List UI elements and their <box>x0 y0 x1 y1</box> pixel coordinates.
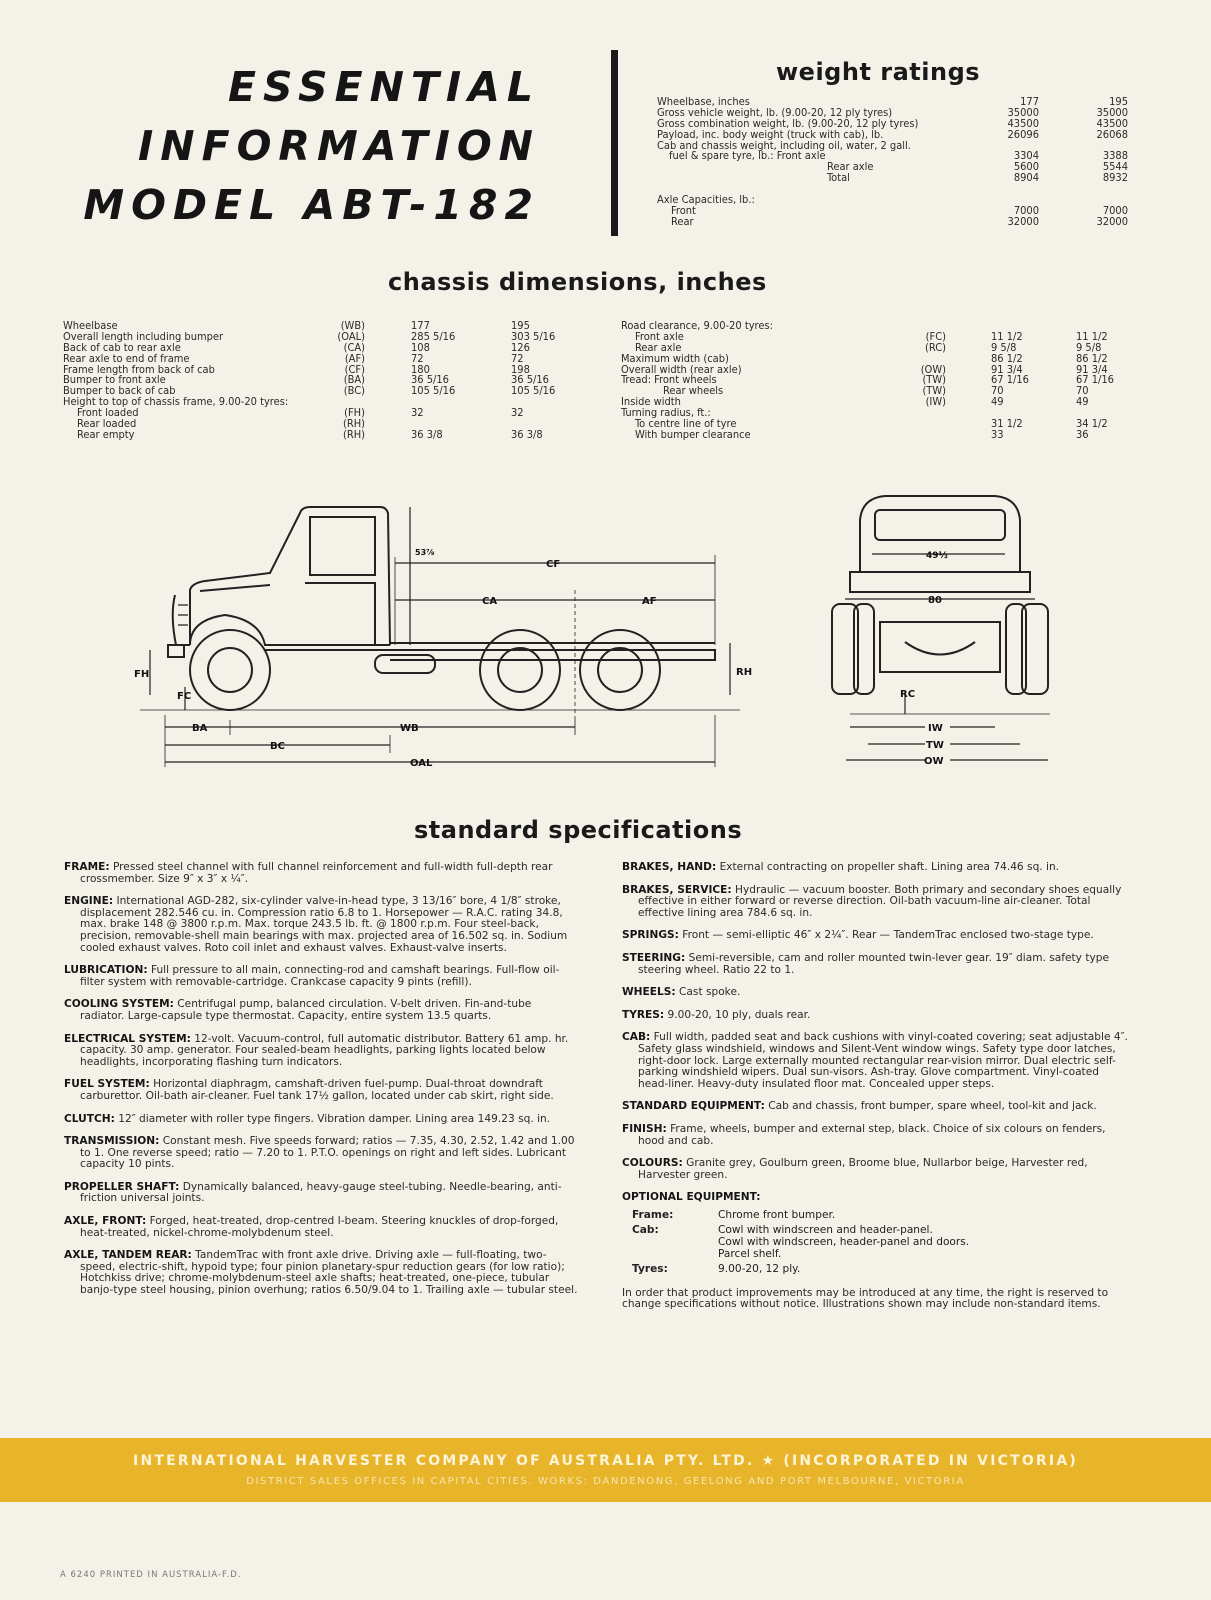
chassis-row-value-195: 36 <box>1076 427 1089 441</box>
chassis-row-code: (CF) <box>344 362 365 376</box>
title-line-2: INFORMATION <box>138 122 540 170</box>
spec-item-key: PROPELLER SHAFT: <box>64 1180 180 1193</box>
spec-item-text: Granite grey, Goulburn green, Broome blue, Nullarbor beige, Harvester red, Harvester green. <box>638 1157 1088 1181</box>
weight-row-value-177: 26096 <box>1007 127 1039 141</box>
chassis-row-label: To centre line of tyre <box>635 417 737 431</box>
spec-item-text: TandemTrac with front axle drive. Driving axle — full-floating, two-speed, electric-shift, hypoid type; four pinion planetary-spur reduction gears (for low ratio); Hotchkiss drive; chrome-molybdenum-steel axle shafts; heat-treated, one-piece, tubular banjo-type steel housing, pinion overhung; ratios 6.50/9.04 to 1. Trailing axle — tubular steel. <box>80 1249 578 1297</box>
chassis-row-label: Back of cab to rear axle <box>63 340 181 354</box>
chassis-row-label: Tread: Front wheels <box>621 373 717 387</box>
weight-row-value-177: 32000 <box>1007 214 1039 228</box>
chassis-row <box>63 419 583 430</box>
spec-item-text: Frame, wheels, bumper and external step, black. Choice of six colours on fenders, hood and cab. <box>638 1122 1106 1147</box>
optional-frame-row: Frame: Chrome front bumper. <box>632 1208 836 1221</box>
label-front-width: 49½ <box>926 551 948 561</box>
chassis-row-code: (TW) <box>922 384 946 398</box>
chassis-row-value-177: 70 <box>991 384 1004 398</box>
spec-item-text: Front — semi-elliptic 46″ x 2¼″. Rear — TandemTrac enclosed two-stage type. <box>682 929 1094 942</box>
weight-row-label: Rear axle <box>827 160 874 174</box>
chassis-row-label: Wheelbase <box>63 319 118 332</box>
weight-row-value-195: 195 <box>1109 95 1128 108</box>
spec-item-text: Full width, padded seat and back cushions with vinyl-coated covering; seat adjustable 4″. Safety glass windshield, windows and Silent-Vent window wings. Safety type door latches, right-door lock. Large externally mounted rectangular rear-vision mirror. Dual electric self-parking windshield wipers. Dual sun-visors. Ash-tray. Glove compartment. Vinyl-coated head-liner. Heavy-duty insulated floor mat. Concealed upper steps. <box>638 1031 1128 1090</box>
chassis-row <box>63 427 583 441</box>
weight-row-value-195: 3388 <box>1102 149 1128 163</box>
spec-item-text: Dynamically balanced, heavy-gauge steel-tubing. Needle-bearing, anti-friction universal joints. <box>80 1180 562 1205</box>
chassis-row-value-195: 36 5/16 <box>511 373 549 387</box>
spec-item <box>64 1136 578 1171</box>
weight-row-label: Cab and chassis weight, including oil, water, 2 gall. <box>657 138 911 152</box>
weight-row-label: Rear <box>671 214 694 228</box>
spec-item-key: TRANSMISSION: <box>64 1135 160 1148</box>
label-cf: CF <box>546 559 561 570</box>
chassis-row-value-177: 11 1/2 <box>991 329 1023 343</box>
weight-row-label: fuel & spare tyre, lb.: Front axle <box>669 149 826 163</box>
spec-item-key: COOLING SYSTEM: <box>64 998 174 1011</box>
spec-item <box>622 987 1130 999</box>
chassis-row-label: Inside width <box>621 395 681 409</box>
document-title <box>60 58 540 235</box>
chassis-row-value-177: 91 3/4 <box>991 362 1023 376</box>
optional-equipment-heading: OPTIONAL EQUIPMENT: <box>622 1191 761 1204</box>
spec-item <box>622 1158 1130 1181</box>
chassis-row-value-195: 70 <box>1076 384 1089 398</box>
weight-row-value-195: 26068 <box>1096 127 1128 141</box>
spec-item-text: Cast spoke. <box>679 986 741 999</box>
optional-cab-row: Cab: Cowl with windscreen and header-panel. Cowl with windscreen, header-panel and doors. Parcel shelf. <box>632 1224 970 1260</box>
weight-row-value-177: 8904 <box>1013 171 1039 185</box>
chassis-row-code: (BA) <box>343 373 365 387</box>
weight-row-label: Axle Capacities, lb.: <box>657 193 755 207</box>
label-rh: RH <box>736 667 753 678</box>
chassis-row-value-195: 72 <box>511 351 524 365</box>
spec-item <box>622 1010 1130 1022</box>
spec-item-key: BRAKES, SERVICE: <box>622 883 732 896</box>
chassis-row-label: Road clearance, 9.00-20 tyres: <box>621 319 773 332</box>
weight-row-label: Front <box>671 203 696 217</box>
chassis-row-value-195: 86 1/2 <box>1076 351 1108 365</box>
specifications-left-column <box>64 862 578 1308</box>
chassis-row-code: (OW) <box>920 362 946 376</box>
chassis-row-value-195: 105 5/16 <box>511 384 556 398</box>
chassis-row-value-195: 91 3/4 <box>1076 362 1108 376</box>
spec-item <box>622 953 1130 976</box>
chassis-row-value-177: 33 <box>991 427 1004 441</box>
chassis-row-code: (CA) <box>343 340 365 354</box>
chassis-row-label: Rear empty <box>77 427 135 441</box>
chassis-row <box>621 386 1151 397</box>
label-80: 80 <box>928 595 942 606</box>
spec-item-key: FRAME: <box>64 861 110 873</box>
weight-row-value-177: 3304 <box>1013 149 1039 163</box>
spec-item-text: Semi-reversible, cam and roller mounted twin-lever gear. 19″ diam. safety type steering wheel. Ratio 22 to 1. <box>638 951 1109 976</box>
chassis-row-label: Height to top of chassis frame, 9.00-20 tyres: <box>63 395 289 409</box>
chassis-row-code: (OAL) <box>337 329 365 343</box>
chassis-row <box>621 321 1151 332</box>
chassis-row-value-177: 36 5/16 <box>411 373 449 387</box>
chassis-row-code: (AF) <box>344 351 365 365</box>
truck-side-view-diagram <box>130 495 760 790</box>
chassis-row-value-177: 86 1/2 <box>991 351 1023 365</box>
label-fh: FH <box>134 669 150 680</box>
label-rc: RC <box>900 689 916 700</box>
weight-ratings-heading: weight ratings <box>776 58 981 86</box>
chassis-row-value-195: 67 1/16 <box>1076 373 1114 387</box>
chassis-row-value-177: 105 5/16 <box>411 384 456 398</box>
spec-item-key: ELECTRICAL SYSTEM: <box>64 1032 191 1045</box>
weight-row <box>657 151 1132 162</box>
chassis-row-label: Front axle <box>635 329 684 343</box>
chassis-row-value-177: 31 1/2 <box>991 417 1023 431</box>
vertical-divider <box>611 50 618 236</box>
chassis-row-value-177: 67 1/16 <box>991 373 1029 387</box>
spec-item-text: External contracting on propeller shaft. Lining area 74.46 sq. in. <box>719 861 1060 873</box>
spec-item <box>64 999 578 1022</box>
spec-item <box>64 1250 578 1296</box>
spec-item-text: Full pressure to all main, connecting-rod and camshaft bearings. Full-flow oil-filter system with removable-cartridge. Crankcase capacity 9 pints (refill). <box>80 964 560 988</box>
label-tw: TW <box>926 740 944 751</box>
chassis-row-code: (BC) <box>343 384 365 398</box>
truck-front-view-diagram <box>810 492 1070 782</box>
chassis-row <box>621 329 1151 343</box>
chassis-row-label: Bumper to front axle <box>63 373 166 387</box>
chassis-row-value-177: 36 3/8 <box>411 427 443 441</box>
chassis-dimensions-heading: chassis dimensions, inches <box>388 268 767 296</box>
label-ow: OW <box>924 756 944 767</box>
chassis-row-value-195: 34 1/2 <box>1076 417 1108 431</box>
weight-row-value-195: 43500 <box>1096 116 1128 130</box>
spec-item-text: International AGD-282, six-cylinder valve-in-head type, 3 13/16″ bore, 4 1/8″ stroke, displacement 282.546 cu. in. Compression ratio 6.8 to 1. Horsepower — R.A.C. rating 34.8, max. brake 148 @ 3800 r.p.m. Max. torque 243.5 lb. ft. @ 1800 r.p.m. Four steel-back, precision, removable-shell main bearings with max. projected area of 16.502 sq. in. Sodium cooled exhaust valves. Roto coil inlet and exhaust valves. Exhaust-valve inserts. <box>80 895 568 954</box>
chassis-row-code: (FC) <box>925 329 946 343</box>
chassis-row-value-195: 126 <box>511 340 530 354</box>
label-ca: CA <box>482 596 498 607</box>
spec-item <box>622 1101 1130 1113</box>
label-bc: BC <box>270 741 285 752</box>
chassis-row-code: (RC) <box>925 340 946 354</box>
spec-item-text: Horizontal diaphragm, camshaft-driven fuel-pump. Dual-throat downdraft carburettor. Oil-bath air-cleaner. Fuel tank 17½ gallon, located under cab skirt, right side. <box>80 1078 554 1102</box>
title-line-1: ESSENTIAL <box>227 63 540 111</box>
spec-item-key: STANDARD EQUIPMENT: <box>622 1100 765 1113</box>
chassis-row-code: (RH) <box>342 427 365 441</box>
chassis-row-value-177: 177 <box>411 319 430 332</box>
weight-row-value-177: 5600 <box>1013 160 1039 174</box>
spec-item-key: FUEL SYSTEM: <box>64 1078 150 1091</box>
weight-row <box>657 173 1132 184</box>
chassis-row-value-177: 32 <box>411 406 424 420</box>
weight-row-label: Payload, inc. body weight (truck with cab), lb. <box>657 127 884 141</box>
spec-item <box>622 1032 1130 1090</box>
chassis-row-value-195: 36 3/8 <box>511 427 543 441</box>
chassis-row-label: Bumper to back of cab <box>63 384 176 398</box>
spec-item <box>622 1124 1130 1147</box>
chassis-row-value-195: 195 <box>511 319 530 332</box>
chassis-row-label: Rear wheels <box>663 384 724 398</box>
spec-item <box>64 896 578 954</box>
spec-item-key: COLOURS: <box>622 1157 683 1170</box>
weight-ratings-table <box>657 97 1132 228</box>
weight-row-value-177: 35000 <box>1007 105 1039 119</box>
title-line-3: MODEL ABT-182 <box>83 181 540 229</box>
chassis-row-label: Overall length including bumper <box>63 329 224 343</box>
label-oal: OAL <box>410 758 433 769</box>
spec-item <box>64 1114 578 1126</box>
chassis-row-label: Rear loaded <box>77 417 137 431</box>
weight-row-label: Total <box>827 171 850 185</box>
weight-row <box>657 195 1132 206</box>
chassis-row-value-195: 32 <box>511 406 524 420</box>
spec-item <box>622 885 1130 920</box>
spec-item-key: AXLE, FRONT: <box>64 1215 147 1228</box>
chassis-row <box>621 427 1151 441</box>
spec-item-key: ENGINE: <box>64 895 114 908</box>
weight-row-value-195: 5544 <box>1102 160 1128 174</box>
spec-item-key: BRAKES, HAND: <box>622 861 717 873</box>
spec-item <box>64 965 578 988</box>
spec-item-text: 9.00-20, 10 ply, duals rear. <box>667 1008 811 1021</box>
chassis-row-label: Front loaded <box>77 406 139 420</box>
spec-item-key: STEERING: <box>622 951 686 964</box>
spec-item <box>622 862 1130 874</box>
chassis-row-label: Rear axle to end of frame <box>63 351 190 365</box>
label-wb: WB <box>400 723 419 734</box>
optional-tyres-row: Tyres: 9.00-20, 12 ply. <box>632 1263 801 1276</box>
spec-item-text: 12″ diameter with roller type fingers. Vibration damper. Lining area 149.23 sq. in. <box>118 1112 551 1125</box>
chassis-row-value-177: 9 5/8 <box>991 340 1017 354</box>
chassis-row-value-177: 108 <box>411 340 430 354</box>
spec-item <box>622 930 1130 942</box>
weight-row <box>657 214 1132 228</box>
product-improvement-note: In order that product improvements may be introduced at any time, the right is reserved to change specifications without notice. Illustrations shown may include non-standard items. <box>622 1286 1109 1311</box>
chassis-row-label: Frame length from back of cab <box>63 362 215 376</box>
printed-in-note: A 6240 PRINTED IN AUSTRALIA-F.D. <box>60 1570 242 1580</box>
spec-item-key: WHEELS: <box>622 986 676 999</box>
weight-row-value-195: 8932 <box>1102 171 1128 185</box>
chassis-dimensions-right-table <box>621 321 1151 441</box>
weight-row-value-177: 7000 <box>1013 203 1039 217</box>
chassis-row-label: Overall width (rear axle) <box>621 362 742 376</box>
chassis-row-value-177: 49 <box>991 395 1004 409</box>
spec-item-key: SPRINGS: <box>622 929 679 942</box>
spec-item-key: CAB: <box>622 1031 651 1044</box>
spec-item-text: Pressed steel channel with full channel reinforcement and full-width full-depth rear crossmember. Size 9″ x 3″ x ¼″. <box>80 861 553 885</box>
spec-item-text: Cab and chassis, front bumper, spare wheel, tool-kit and jack. <box>768 1100 1097 1113</box>
spec-item-key: AXLE, TANDEM REAR: <box>64 1249 192 1262</box>
chassis-row-value-177: 285 5/16 <box>411 329 456 343</box>
standard-specifications-heading: standard specifications <box>414 816 743 844</box>
chassis-dimensions-left-table <box>63 321 583 441</box>
chassis-row <box>63 408 583 419</box>
weight-row-label: Gross combination weight, lb. (9.00-20, 12 ply tyres) <box>657 116 919 130</box>
chassis-row-value-177: 72 <box>411 351 424 365</box>
label-iw: IW <box>928 723 943 734</box>
spec-item <box>64 1079 578 1102</box>
chassis-row-label: Maximum width (cab) <box>621 351 729 365</box>
spec-item <box>64 1182 578 1205</box>
specifications-right-column <box>622 862 1130 1322</box>
spec-item-text: Constant mesh. Five speeds forward; ratios — 7.35, 4.30, 2.52, 1.42 and 1.00 to 1. One reverse speed; ratio — 7.20 to 1. P.T.O. openings on right and left sides. Lubricant capacity 10 pints. <box>80 1135 575 1171</box>
footer-company-line: INTERNATIONAL HARVESTER COMPANY OF AUSTRALIA PTY. LTD. ★ (INCORPORATED IN VICTORIA) <box>133 1453 1078 1469</box>
spec-item <box>64 1216 578 1239</box>
footer-band <box>0 1438 1211 1502</box>
spec-item-key: TYRES: <box>622 1008 665 1021</box>
chassis-row-value-177: 180 <box>411 362 430 376</box>
chassis-row <box>63 397 583 408</box>
chassis-row-code: (WB) <box>340 319 365 332</box>
chassis-row-value-195: 9 5/8 <box>1076 340 1102 354</box>
chassis-row-code: (TW) <box>922 373 946 387</box>
label-ba: BA <box>192 723 208 734</box>
weight-row-value-177: 177 <box>1020 95 1039 108</box>
spec-item-text: Centrifugal pump, balanced circulation. V-belt driven. Fin-and-tube radiator. Large-capsule type thermostat. Capacity, entire system 13.5 quarts. <box>80 998 532 1022</box>
chassis-row-label: Turning radius, ft.: <box>621 406 711 420</box>
spec-item-key: LUBRICATION: <box>64 964 148 977</box>
weight-row <box>657 162 1132 173</box>
label-af: AF <box>642 596 657 607</box>
weight-row-value-177: 43500 <box>1007 116 1039 130</box>
spec-item-text: Forged, heat-treated, drop-centred I-beam. Steering knuckles of drop-forged, heat-treated, nickel-chrome-molybdenum steel. <box>80 1215 559 1239</box>
chassis-row-value-195: 11 1/2 <box>1076 329 1108 343</box>
chassis-row-value-195: 198 <box>511 362 530 376</box>
chassis-row-value-195: 49 <box>1076 395 1089 409</box>
footer-offices-line: DISTRICT SALES OFFICES IN CAPITAL CITIES. WORKS: DANDENONG, GEELONG AND PORT MELBOURNE, VICTORIA <box>246 1476 965 1487</box>
spec-item-text: 12-volt. Vacuum-control, full automatic distributor. Battery 61 amp. hr. capacity. 30 amp. generator. Four sealed-beam headlights, parking lights located below headlights, incorporating flashing turn indicators. <box>80 1032 569 1068</box>
spec-item-key: CLUTCH: <box>64 1112 115 1125</box>
spec-item <box>64 1034 578 1069</box>
weight-row-label: Wheelbase, inches <box>657 95 750 108</box>
chassis-row-label: Rear axle <box>635 340 682 354</box>
weight-row <box>657 203 1132 217</box>
chassis-row-code: (IW) <box>925 395 946 409</box>
chassis-row-label: With bumper clearance <box>635 427 751 441</box>
weight-row-value-195: 32000 <box>1096 214 1128 228</box>
label-height: 53⅞ <box>415 548 435 557</box>
chassis-row-code: (RH) <box>342 417 365 431</box>
weight-row-label: Gross vehicle weight, lb. (9.00-20, 12 ply tyres) <box>657 105 893 119</box>
weight-row-value-195: 7000 <box>1102 203 1128 217</box>
weight-row-value-195: 35000 <box>1096 105 1128 119</box>
label-fc: FC <box>177 691 192 702</box>
chassis-row-value-195: 303 5/16 <box>511 329 556 343</box>
spec-item-text: Hydraulic — vacuum booster. Both primary and secondary shoes equally effective in either forward or reverse direction. Oil-bath vacuum-line air-cleaner. Total effective lining area 784.6 sq. in. <box>638 883 1122 919</box>
chassis-row-code: (FH) <box>344 406 365 420</box>
spec-item-key: FINISH: <box>622 1122 667 1135</box>
spec-item <box>64 862 578 885</box>
